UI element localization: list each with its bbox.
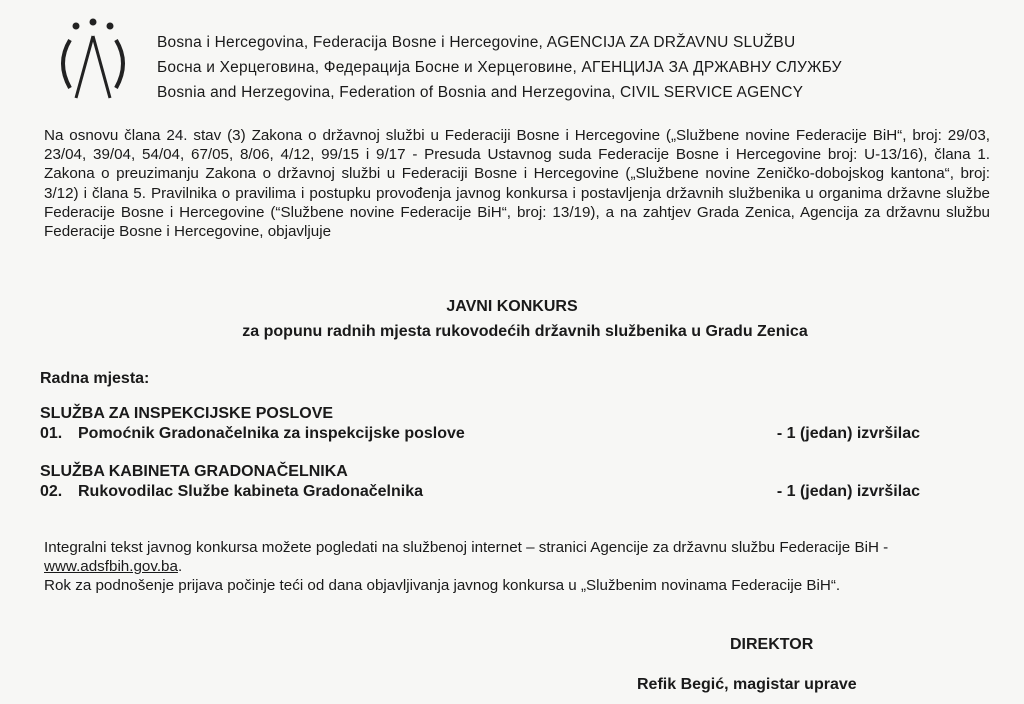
header-line-bosnian: Bosna i Hercegovina, Federacija Bosne i Hercegovine, AGENCIJA ZA DRŽAVNU SLUŽBU bbox=[157, 34, 796, 51]
footer-text-2: Rok za podnošenje prijava počinje teći od dana objavljivanja javnog konkursa u „Službenim novinama Federacije BiH“. bbox=[44, 577, 841, 594]
position-title: Pomoćnik Gradonačelnika za inspekcijske poslove bbox=[78, 425, 465, 442]
header-line-serbian: Босна и Херцеговина, Федерација Босне и Херцеговине, АГЕНЦИЈА ЗА ДРЖАВНУ СЛУЖБУ bbox=[157, 59, 842, 76]
announcement-title: JAVNI KONKURS bbox=[446, 298, 578, 315]
section-heading-inspection: SLUŽBA ZA INSPEKCIJSKE POSLOVE bbox=[40, 405, 334, 422]
header-line-english: Bosnia and Herzegovina, Federation of Bosnia and Herzegovina, CIVIL SERVICE AGENCY bbox=[157, 84, 804, 101]
positions-label: Radna mjesta: bbox=[40, 370, 150, 387]
signer-name: Refik Begić, magistar uprave bbox=[637, 676, 857, 693]
footer-text-1-end: . bbox=[177, 558, 183, 575]
position-number: 02. bbox=[40, 483, 63, 500]
footer-paragraph bbox=[44, 538, 990, 595]
position-number: 01. bbox=[40, 425, 63, 442]
agency-website-link[interactable]: www.adsfbih.gov.ba bbox=[44, 558, 178, 575]
position-title: Rukovodilac Službe kabineta Gradonačelnika bbox=[78, 483, 423, 500]
section-heading-cabinet: SLUŽBA KABINETA GRADONAČELNIKA bbox=[40, 463, 348, 480]
agency-logo-icon bbox=[48, 18, 138, 108]
position-item bbox=[40, 425, 920, 443]
agency-header bbox=[40, 18, 1000, 108]
position-count: - 1 (jedan) izvršilac bbox=[776, 483, 920, 500]
position-item bbox=[40, 483, 920, 501]
announcement-subtitle: za popunu radnih mjesta rukovodećih državnih službenika u Gradu Zenica bbox=[242, 323, 808, 340]
footer-text-1: Integralni tekst javnog konkursa možete pogledati na službenoj internet – stranici Agencije za državnu službu Federacije BiH - bbox=[44, 539, 889, 556]
intro-paragraph: Na osnovu člana 24. stav (3) Zakona o državnoj službi u Federaciji Bosne i Hercegovine („Službene novine Federacije BiH“, broj: 29/03, 23/04, 39/04, 54/04, 67/05, 8/06, 4/12, 99/15 i 9/17 - Presuda Ustavnog suda Federacije Bosne i Hercegovine broj: U-13/16), člana 1. Zakona o preuzimanju Zakona o državnoj službi u Federaciji Bosne i Hercegovine („Službene novine Zeničko-dobojskog kantona“, broj: 3/12) i člana 5. Pravilnika o pravilima i postupku provođenja javnog konkursa i postavljenja državnih službenika u organima državne službe Federacije Bosne i Hercegovine (“Službene novine Federacije BiH“, broj: 13/19), a na zahtjev Grada Zenica, Agencija za državnu službu Federacije Bosne i Hercegovine, objavljuje bbox=[44, 127, 990, 241]
director-title: DIREKTOR bbox=[730, 636, 814, 653]
position-count: - 1 (jedan) izvršilac bbox=[776, 425, 920, 442]
